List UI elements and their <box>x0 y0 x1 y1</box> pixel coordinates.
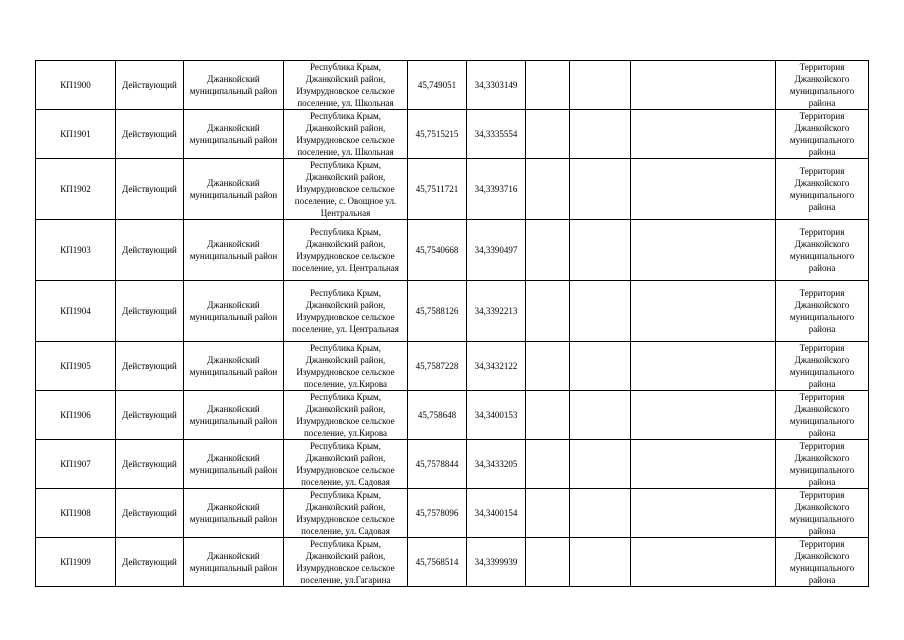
latitude-cell: 45,749051 <box>408 61 467 110</box>
district-cell: Джанкойский муниципальный район <box>184 61 284 110</box>
code-cell: КП1909 <box>36 538 116 587</box>
district-cell: Джанкойский муниципальный район <box>184 342 284 391</box>
latitude-cell: 45,7568514 <box>408 538 467 587</box>
empty-cell-1 <box>526 538 570 587</box>
table-row <box>36 538 869 587</box>
empty-cell-1 <box>526 489 570 538</box>
empty-cell-3 <box>631 61 776 110</box>
territory-cell: Территория Джанкойского муниципального района <box>776 391 869 440</box>
empty-cell-3 <box>631 538 776 587</box>
empty-cell-2 <box>570 391 631 440</box>
address-cell: Республика Крым, Джанкойский район, Изумрудновское сельское поселение, ул. Садовая <box>284 489 408 538</box>
status-cell: Действующий <box>116 281 184 342</box>
empty-cell-1 <box>526 342 570 391</box>
address-cell: Республика Крым, Джанкойский район, Изумрудновское сельское поселение, с. Овощное ул. Центральная <box>284 159 408 220</box>
table-row <box>36 110 869 159</box>
table-row <box>36 159 869 220</box>
latitude-cell: 45,7540668 <box>408 220 467 281</box>
territory-cell: Территория Джанкойского муниципального района <box>776 342 869 391</box>
territory-cell: Территория Джанкойского муниципального района <box>776 61 869 110</box>
status-cell: Действующий <box>116 538 184 587</box>
latitude-cell: 45,758648 <box>408 391 467 440</box>
latitude-cell: 45,7588126 <box>408 281 467 342</box>
empty-cell-3 <box>631 110 776 159</box>
table-row <box>36 391 869 440</box>
status-cell: Действующий <box>116 440 184 489</box>
longitude-cell: 34,3335554 <box>467 110 526 159</box>
status-cell: Действующий <box>116 489 184 538</box>
empty-cell-2 <box>570 281 631 342</box>
longitude-cell: 34,3392213 <box>467 281 526 342</box>
district-cell: Джанкойский муниципальный район <box>184 110 284 159</box>
empty-cell-2 <box>570 110 631 159</box>
empty-cell-1 <box>526 281 570 342</box>
code-cell: КП1907 <box>36 440 116 489</box>
empty-cell-2 <box>570 220 631 281</box>
address-cell: Республика Крым, Джанкойский район, Изумрудновское сельское поселение, ул. Центральная <box>284 281 408 342</box>
status-cell: Действующий <box>116 342 184 391</box>
empty-cell-1 <box>526 159 570 220</box>
table-row <box>36 281 869 342</box>
territory-cell: Территория Джанкойского муниципального района <box>776 220 869 281</box>
empty-cell-2 <box>570 489 631 538</box>
table-row <box>36 440 869 489</box>
table-row <box>36 342 869 391</box>
longitude-cell: 34,3303149 <box>467 61 526 110</box>
empty-cell-1 <box>526 440 570 489</box>
latitude-cell: 45,7515215 <box>408 110 467 159</box>
empty-cell-3 <box>631 342 776 391</box>
status-cell: Действующий <box>116 61 184 110</box>
longitude-cell: 34,3393716 <box>467 159 526 220</box>
latitude-cell: 45,7511721 <box>408 159 467 220</box>
territory-cell: Территория Джанкойского муниципального района <box>776 159 869 220</box>
empty-cell-1 <box>526 110 570 159</box>
latitude-cell: 45,7578844 <box>408 440 467 489</box>
status-cell: Действующий <box>116 159 184 220</box>
empty-cell-3 <box>631 159 776 220</box>
address-cell: Республика Крым, Джанкойский район, Изумрудновское сельское поселение, ул. Садовая <box>284 440 408 489</box>
empty-cell-2 <box>570 61 631 110</box>
empty-cell-3 <box>631 391 776 440</box>
status-cell: Действующий <box>116 391 184 440</box>
code-cell: КП1908 <box>36 489 116 538</box>
table-row <box>36 220 869 281</box>
empty-cell-1 <box>526 61 570 110</box>
district-cell: Джанкойский муниципальный район <box>184 489 284 538</box>
empty-cell-3 <box>631 489 776 538</box>
empty-cell-1 <box>526 220 570 281</box>
district-cell: Джанкойский муниципальный район <box>184 391 284 440</box>
address-cell: Республика Крым, Джанкойский район, Изумрудновское сельское поселение, ул.Кирова <box>284 342 408 391</box>
territory-cell: Территория Джанкойского муниципального района <box>776 281 869 342</box>
longitude-cell: 34,3433205 <box>467 440 526 489</box>
territory-cell: Территория Джанкойского муниципального района <box>776 489 869 538</box>
empty-cell-3 <box>631 220 776 281</box>
district-cell: Джанкойский муниципальный район <box>184 538 284 587</box>
address-cell: Республика Крым, Джанкойский район, Изумрудновское сельское поселение, ул. Школьная <box>284 61 408 110</box>
district-cell: Джанкойский муниципальный район <box>184 440 284 489</box>
longitude-cell: 34,3399939 <box>467 538 526 587</box>
status-cell: Действующий <box>116 110 184 159</box>
status-cell: Действующий <box>116 220 184 281</box>
longitude-cell: 34,3400153 <box>467 391 526 440</box>
empty-cell-2 <box>570 159 631 220</box>
territory-cell: Территория Джанкойского муниципального района <box>776 110 869 159</box>
longitude-cell: 34,3390497 <box>467 220 526 281</box>
code-cell: КП1905 <box>36 342 116 391</box>
code-cell: КП1900 <box>36 61 116 110</box>
latitude-cell: 45,7578096 <box>408 489 467 538</box>
address-cell: Республика Крым, Джанкойский район, Изумрудновское сельское поселение, ул.Кирова <box>284 391 408 440</box>
territory-cell: Территория Джанкойского муниципального района <box>776 538 869 587</box>
code-cell: КП1904 <box>36 281 116 342</box>
code-cell: КП1901 <box>36 110 116 159</box>
empty-cell-2 <box>570 440 631 489</box>
latitude-cell: 45,7587228 <box>408 342 467 391</box>
territory-cell: Территория Джанкойского муниципального района <box>776 440 869 489</box>
table-row <box>36 61 869 110</box>
address-cell: Республика Крым, Джанкойский район, Изумрудновское сельское поселение, ул. Школьная <box>284 110 408 159</box>
code-cell: КП1906 <box>36 391 116 440</box>
district-cell: Джанкойский муниципальный район <box>184 281 284 342</box>
district-cell: Джанкойский муниципальный район <box>184 159 284 220</box>
code-cell: КП1902 <box>36 159 116 220</box>
empty-cell-1 <box>526 391 570 440</box>
district-cell: Джанкойский муниципальный район <box>184 220 284 281</box>
longitude-cell: 34,3432122 <box>467 342 526 391</box>
empty-cell-3 <box>631 281 776 342</box>
registry-table <box>35 60 869 587</box>
empty-cell-2 <box>570 342 631 391</box>
empty-cell-2 <box>570 538 631 587</box>
empty-cell-3 <box>631 440 776 489</box>
address-cell: Республика Крым, Джанкойский район, Изумрудновское сельское поселение, ул. Центральная <box>284 220 408 281</box>
address-cell: Республика Крым, Джанкойский район, Изумрудновское сельское поселение, ул.Гагарина <box>284 538 408 587</box>
longitude-cell: 34,3400154 <box>467 489 526 538</box>
code-cell: КП1903 <box>36 220 116 281</box>
table-row <box>36 489 869 538</box>
